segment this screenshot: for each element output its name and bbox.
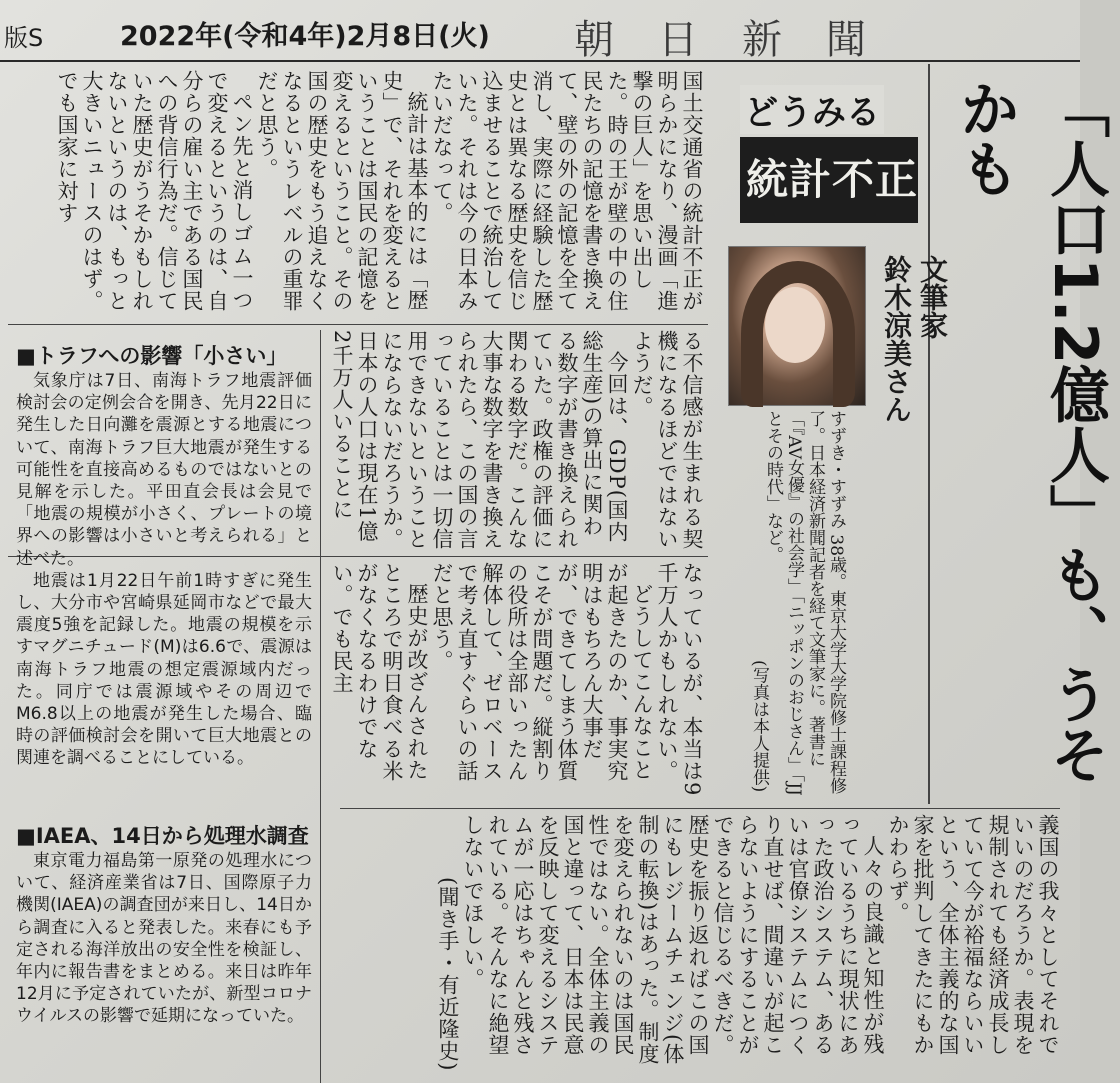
news-body-iaea	[0, 850, 316, 1080]
article-paragraph: る不信感が生まれる契機になるほどではないようだ。	[630, 330, 704, 550]
article-paragraph: 国土交通省の統計不正が明らかになり、漫画「進撃の巨人」を思い出した。時の王が壁の中の住民たちの記憶を書き換えて、壁の外の記憶を全て消し、実際に経験した歴史とは異なる歴史を信じ込ませることで統治していた。それは今の日本みたいだなって。	[430, 70, 704, 312]
news-headline-iaea: ■IAEA、14日から処理水調査	[16, 824, 309, 848]
article-upper-block	[14, 70, 704, 315]
kicker-line-2: 統計不正	[746, 155, 919, 204]
row-divider-upper	[8, 324, 708, 325]
article-paragraph: ペン先と消しゴム一つで変えるというのは、自分らの雇い主である国民への背信行為だ。信じていた歴史がうそかもしれないというのは、もっと大きいニュースのはず。でも国家に対す	[55, 70, 254, 312]
news-body-trough	[0, 370, 316, 770]
article-paragraph: なっているが、本当は9千万人かもしれない。	[655, 562, 704, 797]
article-paragraph: 義国の我々としてそれでいいのだろうか。表現を規制されても経済成長していて今が裕福ならいいという、全体主義的な国家を批判してきたにもかかわらず。	[886, 814, 1060, 1056]
news-paragraph: 地震は1月22日午前1時すぎに発生し、大分市や宮崎県延岡市などで最大震度5強を記録した。地震の規模を示すマグニチュード(M)は6.6で、震源は南海トラフ地震の想定震源域内だった。同庁では震源域やその周辺でM6.8以上の地震が発生した場合、臨時の評価検討会を開いて巨大地震との関連を調べることにしている。	[16, 570, 312, 769]
edition-label: 版S	[4, 24, 44, 52]
article-lower-block	[330, 562, 704, 802]
article-middle-block	[330, 330, 704, 552]
news-paragraph: 東京電力福島第一原発の処理水について、経済産業省は7日、国際原子力機関(IAEA)の調査団が来日し、14日から調査に入ると発表した。来春にも予定される海洋放出の安全性を検証し、年内に報告書をまとめる。来日は昨年12月に予定されていたが、新型コロナウイルスの影響で延期になっていた。	[16, 851, 312, 1027]
bio-text: すずき・すずみ 38歳。東京大学大学院修士課程修了。日本経済新聞記者を経て文筆家に。著書に「『AV女優』の社会学」「ニッポンのおじさん」「JJとその時代」など。	[763, 410, 846, 796]
photo-credit: (写真は本人提供)	[749, 660, 769, 793]
article-paragraph: 歴史が改ざんされたところで明日食べる米がなくなるわけでない。でも民主	[330, 562, 429, 782]
author-bio	[762, 410, 846, 810]
news-headline-trough: ■トラフへの影響「小さい」	[16, 344, 288, 368]
byline	[878, 255, 950, 515]
series-kicker	[740, 85, 918, 235]
news-paragraph: 気象庁は7日、南海トラフ地震評価検討会の定例会合を開き、先月22日に発生した日向灘を震源とする地震について、南海トラフ巨大地震が発生する可能性を直接高めるものではないとの見解を示した。平田直会長は会見で「地震の規模が小さく、プレートの境界への影響は小さいと考えられる」と述べた。	[16, 371, 312, 569]
byline-role: 文筆家	[916, 255, 949, 339]
byline-name: 鈴木涼美さん	[880, 255, 913, 423]
news-column-rule	[320, 330, 321, 1083]
article-paragraph: 統計は基本的には「歴史」で、それを変えるということは国民の記憶を変えるということ。その国の歴史をもう追えなくなるというレベルの重罪だと思う。	[255, 70, 429, 312]
masthead	[0, 0, 1080, 62]
article-continuation-block	[340, 814, 1060, 1076]
article-headline: 「人口1.2億人」も、うそかも	[950, 78, 1110, 785]
author-photo	[728, 246, 866, 406]
issue-date: 2022年(令和4年)2月8日(火)	[120, 21, 490, 52]
newspaper-name: 朝日新聞	[574, 17, 910, 63]
kicker-line-2-box	[740, 137, 918, 223]
interviewer-credit: (聞き手・有近隆史)	[436, 877, 460, 1072]
article-paragraph: どうしてこんなことが起きたのか、事実究明はもちろん大事だが、できてしまう体質こそが問題だ。縦割りの役所は全部いったん解体して、ゼロベースで考え直すぐらいの話だと思う。	[430, 562, 654, 782]
kicker-line-1: どうみる	[740, 85, 884, 134]
article-paragraph: 今回は、GDP(国内総生産)の算出に関わる数字が書き換えられていた。政権の評価に関わる数字だ。こんな大事な数字を書き換えられたら、この国の言っていることは一切信用できないということにならないだろうか。日本の人口は現在1億2千万人いることに	[330, 330, 629, 550]
article-paragraph: 人々の良識と知性が残っているうちに現状にあった政治システム、あるいは官僚システムにつくり直せば、間違いが起こらないようにすることができると信じるべきだ。歴史を振り返ればこの国にもレジームチェンジ(体制の転換)はあった。制度を変えられないのは国民性ではない。全体主義の国と違って、日本は民意を反映して変えるシステムが一応はちゃんと残されている。そんなに絶望しないでほしい。	[461, 814, 885, 1066]
row-divider-lower	[340, 808, 1060, 809]
